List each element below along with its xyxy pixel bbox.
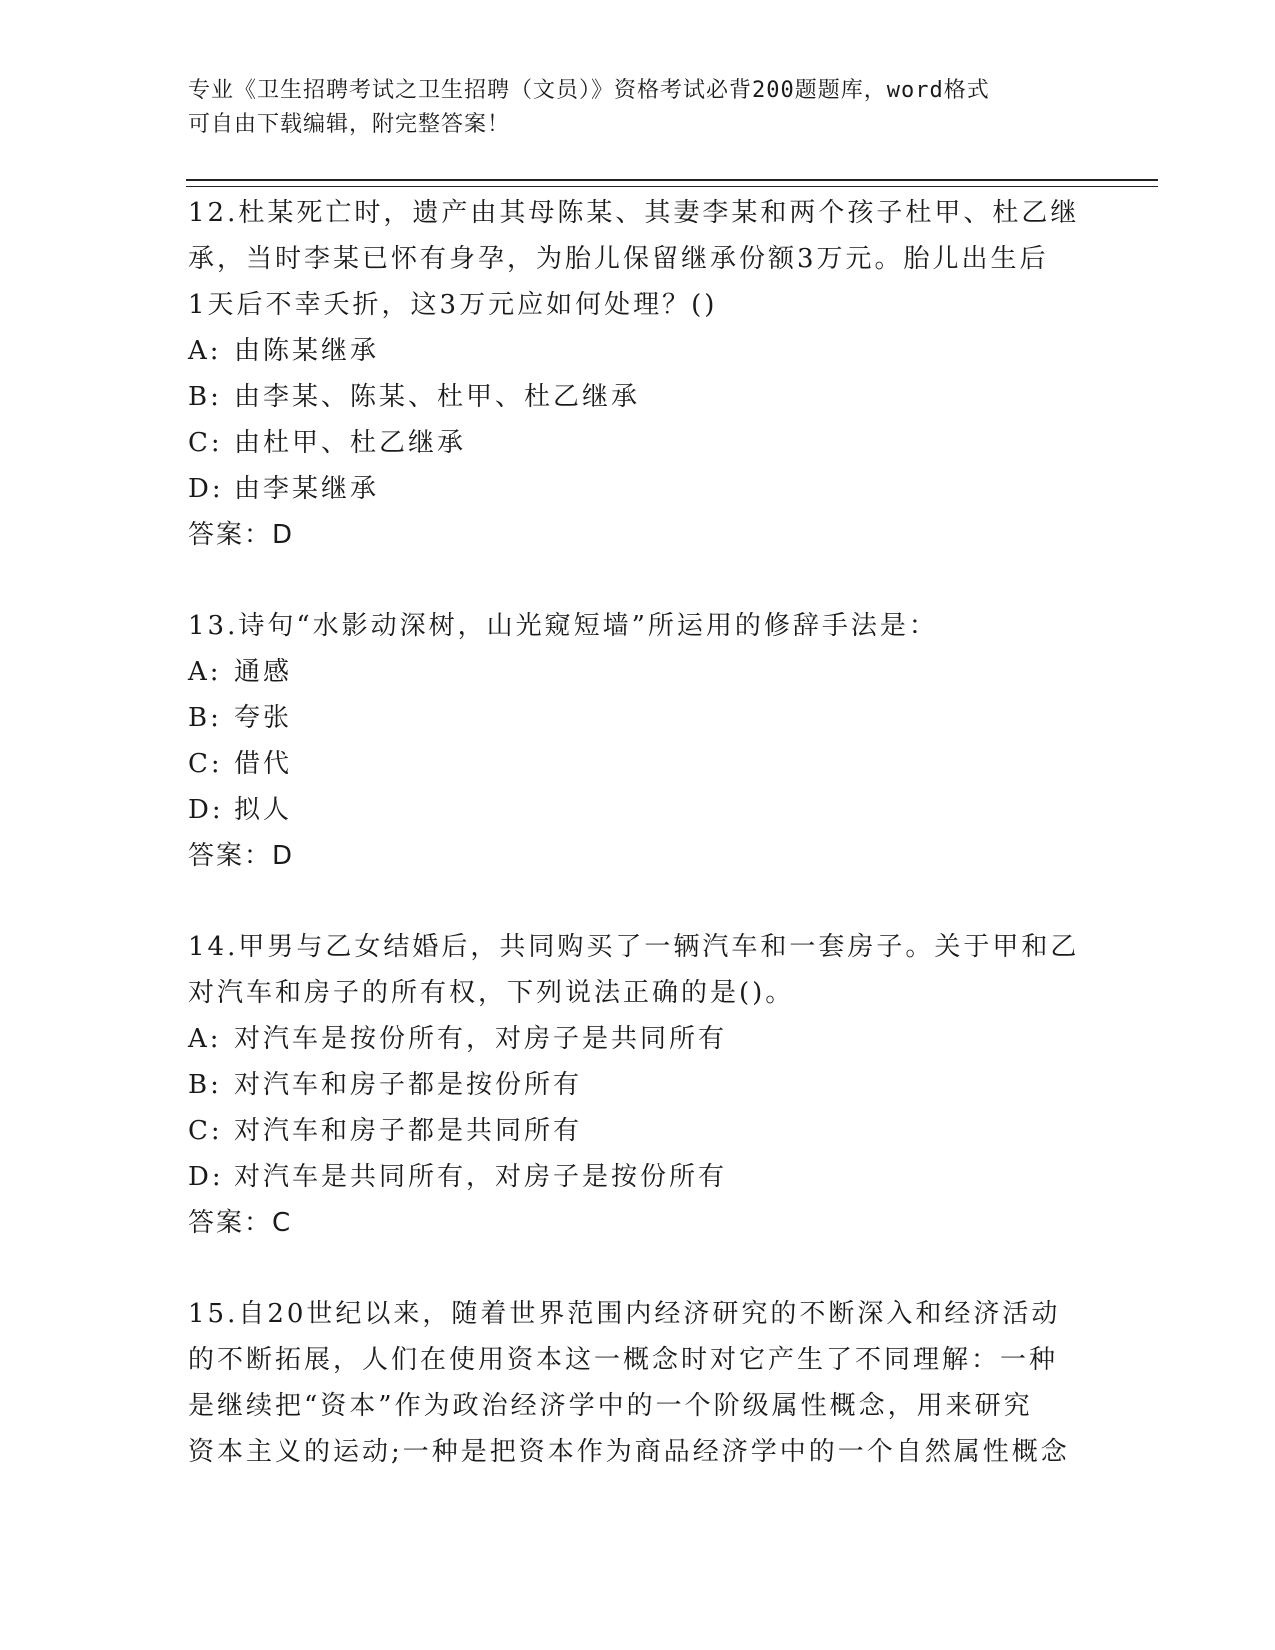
option-text: 由李某、陈某、杜甲、杜乙继承 — [234, 382, 641, 412]
header-line-1: 专业《卫生招聘考试之卫生招聘（文员）》资格考试必背200题题库，word格式 — [188, 78, 990, 103]
question-15 — [188, 1291, 1088, 1475]
answer-12: 答案：D — [188, 520, 295, 550]
answer-14: 答案：C — [188, 1208, 293, 1238]
option-c — [188, 420, 1088, 466]
option-text: 对汽车和房子都是共同所有 — [234, 1116, 583, 1146]
question-line: 资本主义的运动;一种是把资本作为商品经济学中的一个自然属性概念 — [188, 1437, 1070, 1467]
option-key: B: — [188, 382, 222, 412]
question-line: 14.甲男与乙女结婚后，共同购买了一辆汽车和一套房子。关于甲和乙 — [188, 932, 1080, 962]
question-13 — [188, 603, 1088, 833]
option-text: 夸张 — [234, 703, 293, 733]
option-key: C: — [188, 1116, 223, 1146]
option-key: A: — [188, 336, 222, 366]
question-line: 对汽车和房子的所有权，下列说法正确的是()。 — [188, 978, 795, 1008]
option-b — [188, 1062, 1088, 1108]
option-text: 借代 — [234, 749, 293, 779]
option-text: 由李某继承 — [234, 474, 380, 504]
option-d — [188, 466, 1088, 512]
option-a — [188, 328, 1088, 374]
header-line-2: 可自由下载编辑，附完整答案！ — [188, 112, 511, 137]
option-text: 由陈某继承 — [234, 336, 380, 366]
option-key: A: — [188, 657, 222, 687]
option-b — [188, 695, 1088, 741]
option-key: C: — [188, 749, 223, 779]
option-text: 对汽车和房子都是按份所有 — [234, 1070, 583, 1100]
option-text: 由杜甲、杜乙继承 — [234, 428, 467, 458]
question-14 — [188, 924, 1088, 1200]
question-line: 15.自20世纪以来，随着世界范围内经济研究的不断深入和经济活动 — [188, 1299, 1061, 1329]
question-line: 承，当时李某已怀有身孕，为胎儿保留继承份额3万元。胎儿出生后 — [188, 244, 1049, 274]
option-text: 对汽车是按份所有，对房子是共同所有 — [234, 1024, 728, 1054]
question-line: 12.杜某死亡时，遗产由其母陈某、其妻李某和两个孩子杜甲、杜乙继 — [188, 198, 1080, 228]
option-key: B: — [188, 1070, 222, 1100]
option-key: D: — [188, 1162, 224, 1192]
option-c — [188, 1108, 1088, 1154]
option-key: D: — [188, 795, 224, 825]
question-line: 是继续把“资本”作为政治经济学中的一个阶级属性概念，用来研究 — [188, 1391, 1033, 1421]
header-divider-thin — [186, 186, 1158, 187]
option-text: 通感 — [234, 657, 293, 687]
option-c — [188, 741, 1088, 787]
header-divider-thick — [186, 179, 1158, 181]
question-12 — [188, 190, 1088, 512]
question-list — [188, 190, 1088, 1475]
option-key: A: — [188, 1024, 222, 1054]
option-b — [188, 374, 1088, 420]
question-line: 1天后不幸夭折，这3万元应如何处理？() — [188, 290, 718, 320]
question-line: 的不断拓展，人们在使用资本这一概念时对它产生了不同理解：一种 — [188, 1345, 1059, 1375]
option-key: D: — [188, 474, 224, 504]
answer-13: 答案：D — [188, 841, 295, 871]
option-a — [188, 649, 1088, 695]
document-header — [188, 74, 1088, 142]
option-d — [188, 1154, 1088, 1200]
option-text: 对汽车是共同所有，对房子是按份所有 — [234, 1162, 728, 1192]
option-text: 拟人 — [234, 795, 293, 825]
option-d — [188, 787, 1088, 833]
option-a — [188, 1016, 1088, 1062]
option-key: C: — [188, 428, 223, 458]
option-key: B: — [188, 703, 222, 733]
question-line: 13.诗句“水影动深树，山光窥短墙”所运用的修辞手法是： — [188, 611, 938, 641]
